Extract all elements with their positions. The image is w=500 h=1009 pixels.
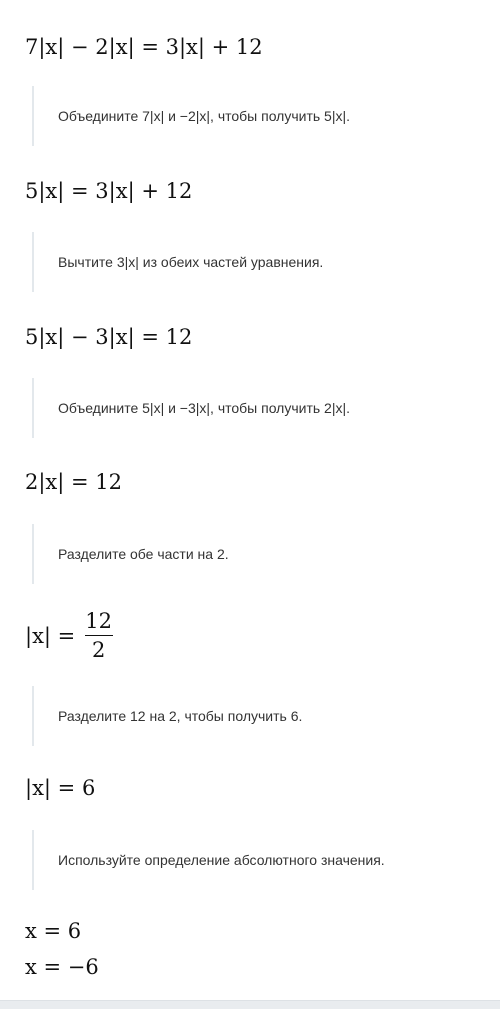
- answer-negative: x = −6: [25, 955, 99, 979]
- step-text-2: Вычтите 3|x| из обеих частей уравнения.: [58, 254, 324, 270]
- step-explanation-4: [32, 524, 474, 584]
- step-explanation-5: [32, 686, 474, 746]
- step-text-6: Используйте определение абсолютного значения.: [58, 852, 385, 868]
- step-explanation-2: [32, 232, 474, 292]
- equation-1: 7|x| − 2|x| = 3|x| + 12: [25, 35, 263, 59]
- fraction: [83, 609, 114, 662]
- fraction-denominator: 2: [91, 638, 106, 662]
- step-explanation-1: [32, 86, 474, 146]
- bottom-divider: [0, 1000, 500, 1009]
- equation-6: |x| = 6: [25, 776, 96, 800]
- equation-3: 5|x| − 3|x| = 12: [25, 325, 193, 349]
- fraction-numerator: 12: [85, 609, 112, 633]
- equation-5: [25, 609, 114, 662]
- equation-5-lhs: |x| =: [25, 623, 76, 648]
- step-text-4: Разделите обе части на 2.: [58, 546, 229, 562]
- step-text-3: Объедините 5|x| и −3|x|, чтобы получить 2|x|.: [58, 400, 351, 416]
- step-text-5: Разделите 12 на 2, чтобы получить 6.: [58, 708, 303, 724]
- answer-positive: x = 6: [25, 919, 82, 943]
- equation-4: 2|x| = 12: [25, 470, 123, 494]
- step-text-1: Объедините 7|x| и −2|x|, чтобы получить 5|x|.: [58, 108, 351, 124]
- step-explanation-3: [32, 378, 474, 438]
- step-explanation-6: [32, 830, 474, 890]
- equation-2: 5|x| = 3|x| + 12: [25, 179, 193, 203]
